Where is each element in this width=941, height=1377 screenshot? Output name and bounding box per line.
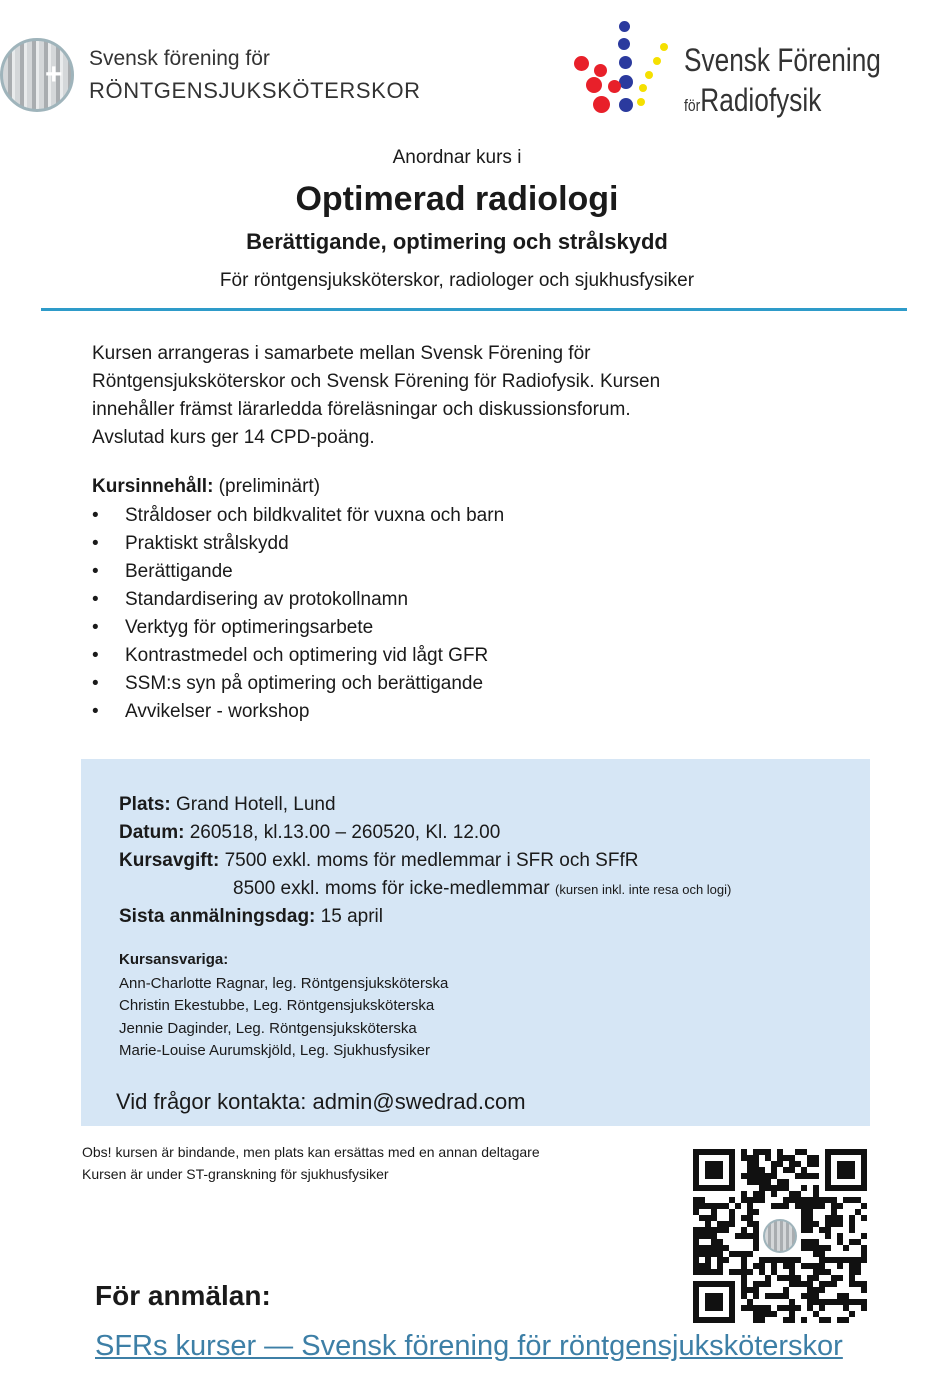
intro-line: Kursen arrangeras i samarbete mellan Svensk Förening för xyxy=(92,343,591,364)
responsible-person: Ann-Charlotte Ragnar, leg. Röntgensjuksköterska xyxy=(119,975,449,992)
responsible-person: Christin Ekestubbe, Leg. Röntgensjuksköterska xyxy=(119,997,435,1014)
divider xyxy=(41,308,907,311)
signup-link[interactable]: SFRs kurser — Svensk förening för röntgensjuksköterskor xyxy=(95,1330,843,1362)
course-content-list xyxy=(92,502,504,726)
radiofysik-logo-line2 xyxy=(684,82,821,119)
pre-title: Anordnar kurs i xyxy=(392,147,522,168)
audience: För röntgensjuksköterskor, radiologer och sjukhusfysiker xyxy=(219,270,695,291)
plus-icon: + xyxy=(45,58,63,91)
intro-line: innehåller främst lärarledda föreläsningar och diskussionsforum. xyxy=(92,399,631,420)
responsible-person: Marie-Louise Aurumskjöld, Leg. Sjukhusfysiker xyxy=(119,1042,430,1059)
course-content-label: Kursinnehåll: xyxy=(92,476,214,497)
info-box xyxy=(81,759,870,1126)
fee-nonmembers-row xyxy=(233,878,731,900)
binding-note: Obs! kursen är bindande, men plats kan ersättas med en annan deltagare xyxy=(82,1144,540,1160)
deadline-label: Sista anmälningsdag: xyxy=(119,906,316,927)
fee-label: Kursavgift: xyxy=(119,850,220,871)
list-item: • Verktyg för optimeringsarbete xyxy=(92,614,504,642)
date-row xyxy=(119,822,500,844)
sfr-logo-line1: Svensk förening för xyxy=(89,47,270,70)
list-item: • Avvikelser - workshop xyxy=(92,698,504,726)
sfr-logo-line2: RÖNTGENSJUKSKÖTERSKOR xyxy=(89,78,421,103)
responsible-person: Jennie Daginder, Leg. Röntgensjuksköterska xyxy=(119,1020,417,1037)
radiofysik-logo xyxy=(572,18,902,130)
fee-members: 7500 exkl. moms för medlemmar i SFR och SFfR xyxy=(219,850,639,871)
deadline-value: 15 april xyxy=(315,906,383,927)
fee-note: (kursen inkl. inte resa och logi) xyxy=(555,882,732,897)
list-item: • Berättigande xyxy=(92,558,504,586)
course-content-note: (preliminärt) xyxy=(213,476,321,497)
page-title: Optimerad radiologi xyxy=(295,180,619,218)
radiofysik-logo-for: för xyxy=(684,96,701,115)
sfr-logo xyxy=(0,38,421,118)
place-value: Grand Hotell, Lund xyxy=(170,794,336,815)
signup-heading: För anmälan: xyxy=(95,1280,271,1311)
list-item: • Praktiskt strålskydd xyxy=(92,530,504,558)
sfr-logo-mark xyxy=(0,38,74,112)
subtitle: Berättigande, optimering och strålskydd xyxy=(246,229,668,254)
radiofysik-logo-line1: Svensk Förening xyxy=(684,42,881,78)
qr-logo-icon xyxy=(763,1219,797,1253)
list-item: • Stråldoser och bildkvalitet för vuxna och barn xyxy=(92,502,504,530)
responsible-heading: Kursansvariga: xyxy=(119,951,229,968)
date-value: 260518, kl.13.00 – 260520, Kl. 12.00 xyxy=(184,822,501,843)
place-label: Plats: xyxy=(119,794,171,815)
radiofysik-logo-name: Radiofysik xyxy=(700,82,822,118)
list-item: • Standardisering av protokollnamn xyxy=(92,586,504,614)
contact-line: Vid frågor kontakta: admin@swedrad.com xyxy=(116,1089,526,1114)
place-row xyxy=(119,794,336,816)
qr-code[interactable] xyxy=(693,1149,867,1323)
deadline-row xyxy=(119,906,383,928)
course-content-heading xyxy=(92,476,320,498)
fee-nonmembers: 8500 exkl. moms för icke-medlemmar xyxy=(233,878,556,899)
list-item: • SSM:s syn på optimering och berättigande xyxy=(92,670,504,698)
st-review-note: Kursen är under ST-granskning för sjukhusfysiker xyxy=(82,1166,389,1182)
fee-row xyxy=(119,850,638,872)
intro-text xyxy=(92,340,742,452)
intro-line: Avslutad kurs ger 14 CPD-poäng. xyxy=(92,427,375,448)
date-label: Datum: xyxy=(119,822,185,843)
intro-line: Röntgensjuksköterskor och Svensk Förening för Radiofysik. Kursen xyxy=(92,371,661,392)
list-item: • Kontrastmedel och optimering vid lågt GFR xyxy=(92,642,504,670)
